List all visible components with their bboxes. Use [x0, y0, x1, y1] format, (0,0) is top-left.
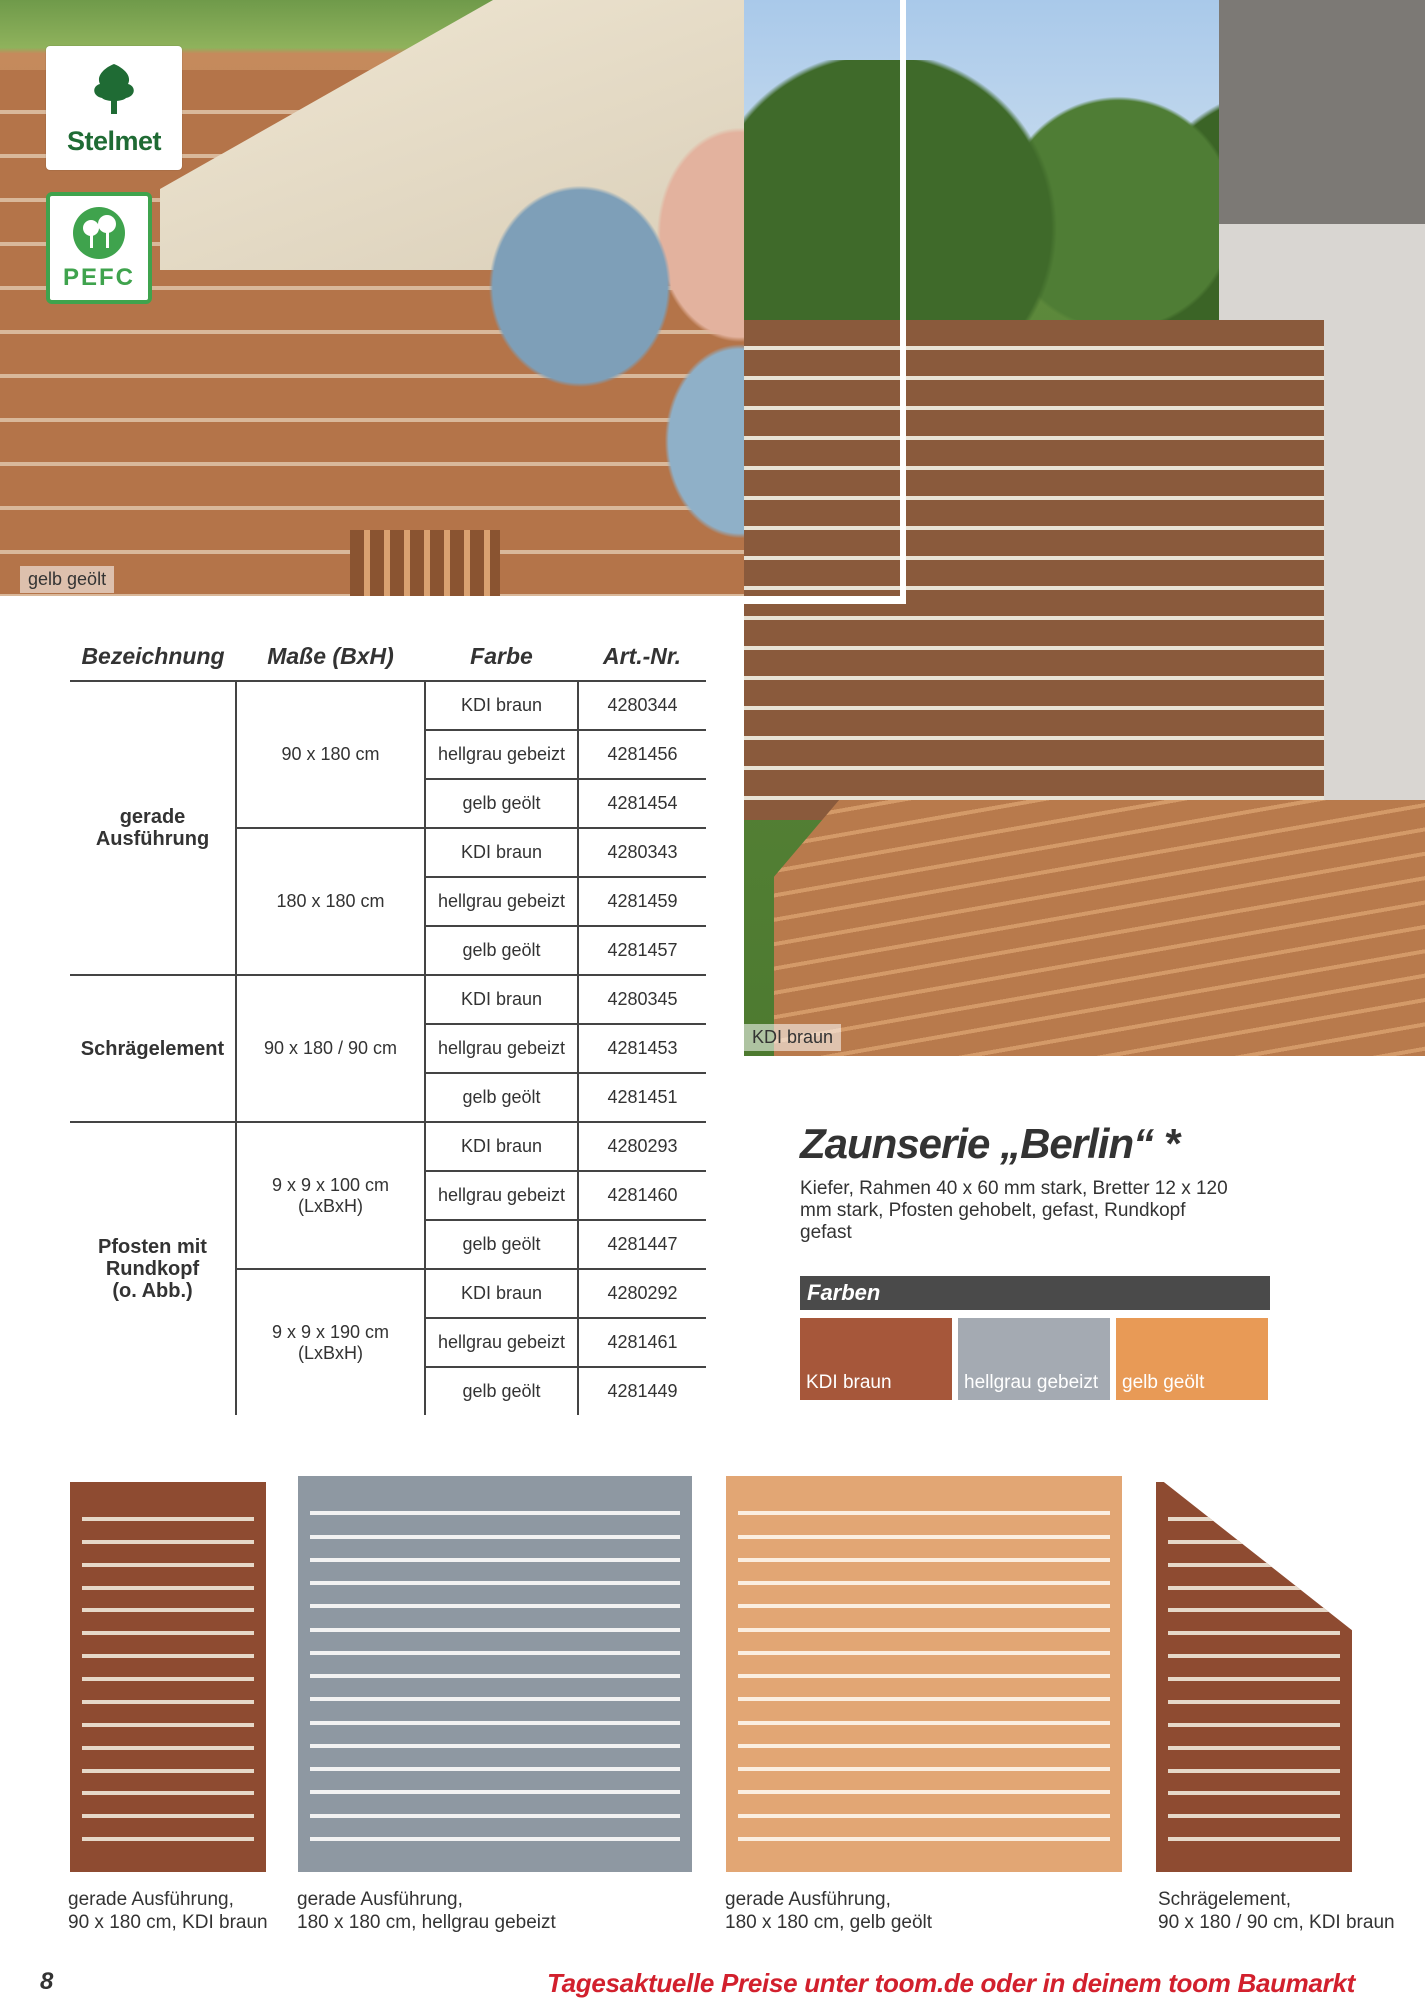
- photo-frame-bottom: [0, 596, 906, 604]
- colors-header: Farben: [800, 1276, 1270, 1310]
- fence-frame: [298, 1476, 692, 1872]
- slat-gap: [82, 1700, 254, 1704]
- size-cell: [236, 681, 425, 828]
- slat-gap: [738, 1721, 1110, 1725]
- slat-gap: [1168, 1654, 1340, 1658]
- slat-gap: [82, 1814, 254, 1818]
- table-row: [70, 975, 706, 1024]
- color-cell: gelb geölt: [425, 1367, 578, 1415]
- slat-gap: [1168, 1723, 1340, 1727]
- art-nr-cell: 4281461: [578, 1318, 706, 1367]
- product-title: Zaunserie „Berlin“ *: [800, 1120, 1180, 1167]
- size-cell: [236, 975, 425, 1122]
- color-cell: hellgrau gebeizt: [425, 1171, 578, 1220]
- slat-gap: [82, 1723, 254, 1727]
- tree-icon: [84, 58, 144, 118]
- spec-table-body: [70, 681, 706, 1415]
- slat-gap: [738, 1767, 1110, 1771]
- fence-frame: [726, 1476, 1122, 1872]
- header-farbe: Farbe: [425, 632, 578, 681]
- slat-gap: [310, 1767, 680, 1771]
- color-cell: gelb geölt: [425, 1220, 578, 1269]
- slat-gap: [82, 1654, 254, 1658]
- caption-line: Schrägelement,: [1158, 1889, 1292, 1910]
- size-line: 180 x 180 cm: [276, 891, 385, 911]
- table-header-row: [70, 632, 706, 681]
- header-bezeichnung: Bezeichnung: [70, 632, 236, 681]
- slat-gap: [738, 1744, 1110, 1748]
- slat-gap: [738, 1628, 1110, 1632]
- slat-gap: [82, 1746, 254, 1750]
- slat-gap: [738, 1558, 1110, 1562]
- slat-gap: [310, 1511, 680, 1515]
- caption-line: 180 x 180 cm, hellgrau gebeizt: [297, 1912, 556, 1933]
- size-line: 90 x 180 cm: [281, 744, 380, 764]
- caption-line: gerade Ausführung,: [725, 1889, 891, 1910]
- right-photo-caption: KDI braun: [744, 1024, 841, 1051]
- slat-gap: [310, 1628, 680, 1632]
- art-nr-cell: 4280345: [578, 975, 706, 1024]
- group-name-line: Schrägelement: [80, 1037, 225, 1060]
- group-name: [70, 975, 236, 1122]
- stelmet-logo: [46, 46, 182, 170]
- fence-frame: [70, 1482, 266, 1872]
- product-description: Kiefer, Rahmen 40 x 60 mm stark, Bretter 12 x 120 mm stark, Pfosten gehobelt, gefast, Rundkopf gefast: [800, 1178, 1228, 1243]
- art-nr-cell: 4281451: [578, 1073, 706, 1122]
- color-cell: gelb geölt: [425, 926, 578, 975]
- slat-gap: [82, 1791, 254, 1795]
- header-artnr: Art.-Nr.: [578, 632, 706, 681]
- swatch-label: gelb geölt: [1122, 1372, 1205, 1393]
- group-name-line: Rundkopf: [105, 1258, 200, 1280]
- slat-gap: [310, 1837, 680, 1841]
- slat-gap: [738, 1651, 1110, 1655]
- slat-gap: [738, 1535, 1110, 1539]
- art-nr-cell: 4281457: [578, 926, 706, 975]
- group-name-line: Pfosten mit: [98, 1236, 207, 1258]
- product-caption: [68, 1888, 268, 1934]
- slat-gap: [1168, 1517, 1340, 1521]
- swatch-label: hellgrau gebeizt: [964, 1372, 1099, 1393]
- slat-gap: [310, 1814, 680, 1818]
- slat-gap: [82, 1677, 254, 1681]
- slat-gap: [310, 1581, 680, 1585]
- caption-line: 90 x 180 cm, KDI braun: [68, 1912, 268, 1933]
- slat-gap: [738, 1581, 1110, 1585]
- size-cell: [236, 828, 425, 975]
- color-cell: gelb geölt: [425, 1073, 578, 1122]
- swatch-gelb: [1116, 1318, 1268, 1400]
- slat-gap: [1168, 1837, 1340, 1841]
- size-line: (LxBxH): [297, 1195, 363, 1216]
- spec-table: [70, 632, 706, 1415]
- art-nr-cell: 4280293: [578, 1122, 706, 1171]
- slat-gap: [1168, 1769, 1340, 1773]
- slat-gap: [82, 1608, 254, 1612]
- color-cell: KDI braun: [425, 681, 578, 730]
- group-name-line: (o. Abb.): [112, 1280, 193, 1302]
- swatch-label: KDI braun: [806, 1372, 892, 1393]
- color-cell: hellgrau gebeizt: [425, 1318, 578, 1367]
- pefc-name: PEFC: [62, 264, 135, 291]
- art-nr-cell: 4281456: [578, 730, 706, 779]
- slat-gap: [310, 1744, 680, 1748]
- pefc-tree-icon: [68, 204, 130, 262]
- swatch-hellgrau: [958, 1318, 1110, 1400]
- product-image-straight-180-grey: [298, 1476, 692, 1872]
- art-nr-cell: 4280343: [578, 828, 706, 877]
- art-nr-cell: 4281447: [578, 1220, 706, 1269]
- color-cell: KDI braun: [425, 828, 578, 877]
- color-cell: hellgrau gebeizt: [425, 1024, 578, 1073]
- art-nr-cell: 4281453: [578, 1024, 706, 1073]
- page-number: 8: [40, 1968, 54, 1995]
- color-cell: KDI braun: [425, 1269, 578, 1318]
- slat-gap: [82, 1517, 254, 1521]
- slat-gap: [1168, 1677, 1340, 1681]
- color-cell: gelb geölt: [425, 779, 578, 828]
- header-masse: Maße (BxH): [236, 632, 425, 681]
- caption-line: 180 x 180 cm, gelb geölt: [725, 1912, 933, 1933]
- main-photo-caption: gelb geölt: [20, 566, 114, 593]
- slat-gap: [1168, 1586, 1340, 1590]
- slat-gap: [1168, 1700, 1340, 1704]
- size-line: (LxBxH): [297, 1342, 363, 1363]
- caption-line: gerade Ausführung,: [297, 1889, 463, 1910]
- slat-gap: [738, 1814, 1110, 1818]
- slat-gap: [738, 1604, 1110, 1608]
- slat-gap: [82, 1837, 254, 1841]
- table-row: [70, 681, 706, 730]
- slat-gap: [310, 1721, 680, 1725]
- fence-frame: [1156, 1482, 1352, 1872]
- footer-claim: Tagesaktuelle Preise unter toom.de oder in deinem toom Baumarkt: [546, 1968, 1355, 1998]
- slat-gap: [1168, 1746, 1340, 1750]
- product-image-straight-180-yellow: [726, 1476, 1122, 1872]
- art-nr-cell: 4281454: [578, 779, 706, 828]
- product-caption: [297, 1888, 556, 1934]
- size-cell: [236, 1122, 425, 1269]
- art-nr-cell: 4281449: [607, 1381, 678, 1401]
- stelmet-name: Stelmet: [66, 126, 162, 156]
- slat-gap: [1168, 1791, 1340, 1795]
- group-name: [70, 681, 236, 975]
- slat-gap: [738, 1837, 1110, 1841]
- slat-gap: [1168, 1814, 1340, 1818]
- wooden-deck: [774, 800, 1425, 1056]
- color-cell: KDI braun: [425, 975, 578, 1024]
- product-caption: [725, 1888, 932, 1934]
- caption-line: 90 x 180 / 90 cm, KDI braun: [1158, 1912, 1395, 1933]
- slat-gap: [310, 1535, 680, 1539]
- art-nr-cell: 4280292: [578, 1269, 706, 1318]
- terrace-photo: [744, 0, 1425, 1056]
- size-line: 9 x 9 x 190 cm: [271, 1321, 390, 1342]
- art-nr-cell: 4280344: [578, 681, 706, 730]
- swatch-kdi-braun: [800, 1318, 952, 1400]
- photo-frame-right: [900, 0, 906, 604]
- slat-gap: [738, 1697, 1110, 1701]
- firewood-stack: [350, 530, 500, 596]
- slat-gap: [310, 1697, 680, 1701]
- table-row: [70, 1122, 706, 1171]
- slat-gap: [310, 1604, 680, 1608]
- size-line: 90 x 180 / 90 cm: [263, 1038, 398, 1058]
- slat-gap: [310, 1558, 680, 1562]
- group-name: [70, 1122, 236, 1415]
- slat-gap: [82, 1563, 254, 1567]
- color-cell: hellgrau gebeizt: [425, 730, 578, 779]
- slat-gap: [1168, 1563, 1340, 1567]
- size-line: 9 x 9 x 100 cm: [271, 1174, 390, 1195]
- slat-gap: [82, 1769, 254, 1773]
- group-name-line: gerade: [119, 806, 186, 828]
- slat-gap: [82, 1540, 254, 1544]
- slat-gap: [1168, 1631, 1340, 1635]
- art-nr-cell: 4281459: [578, 877, 706, 926]
- color-cell: KDI braun: [425, 1122, 578, 1171]
- slat-gap: [738, 1511, 1110, 1515]
- slat-gap: [738, 1674, 1110, 1678]
- product-image-slanted: [1156, 1482, 1352, 1872]
- product-caption: [1158, 1888, 1395, 1934]
- fence-panels: [744, 320, 1324, 820]
- slat-gap: [738, 1790, 1110, 1794]
- slat-gap: [82, 1631, 254, 1635]
- slat-gap: [1168, 1608, 1340, 1612]
- slat-gap: [310, 1674, 680, 1678]
- color-cell: hellgrau gebeizt: [425, 877, 578, 926]
- slat-gap: [1168, 1540, 1340, 1544]
- slat-gap: [310, 1790, 680, 1794]
- size-cell: [236, 1269, 425, 1415]
- product-image-straight-90: [70, 1482, 266, 1872]
- slat-gap: [310, 1651, 680, 1655]
- pefc-logo: [46, 192, 152, 304]
- art-nr-cell: 4281460: [578, 1171, 706, 1220]
- slat-gap: [82, 1586, 254, 1590]
- caption-line: gerade Ausführung,: [68, 1889, 234, 1910]
- group-name-line: Ausführung: [95, 828, 210, 850]
